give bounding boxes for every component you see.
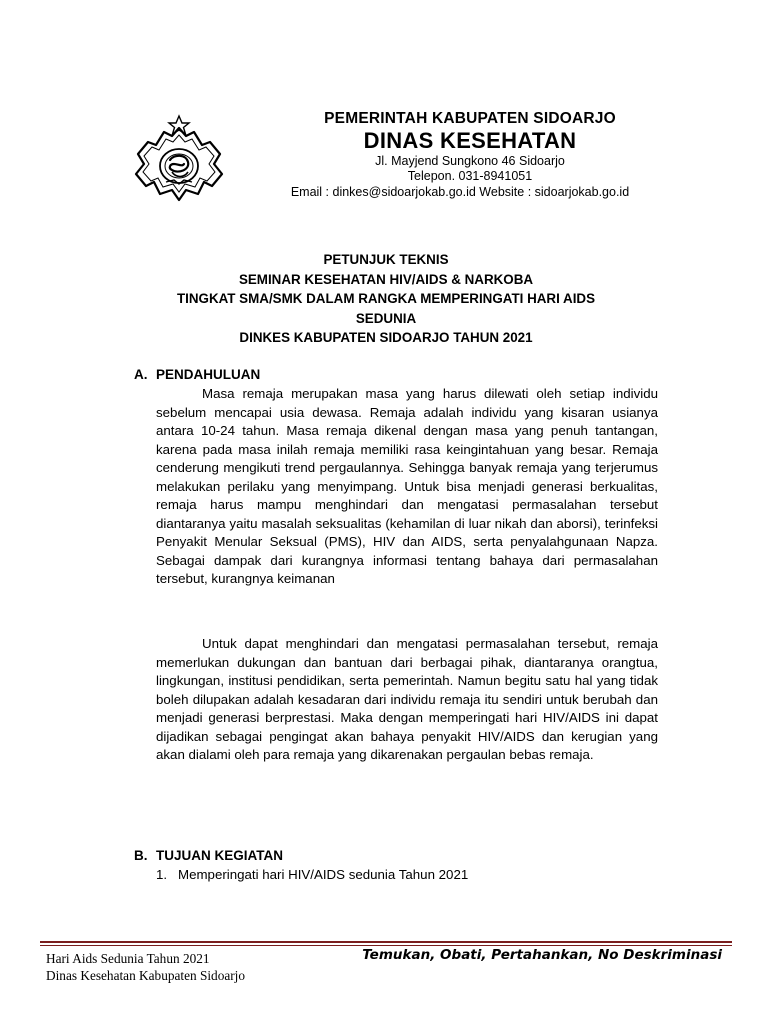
department-address: Jl. Mayjend Sungkono 46 Sidoarjo (375, 154, 565, 168)
list-number: 1. (156, 867, 168, 882)
section-title: TUJUAN KEGIATAN (156, 848, 283, 863)
list-item (156, 867, 468, 882)
section-letter: B. (134, 848, 148, 863)
department-contact: Email : dinkes@sidoarjokab.go.id Website : sidoarjokab.go.id (290, 185, 630, 199)
department-name: DINAS KESEHATAN (363, 128, 577, 153)
document-title (120, 250, 652, 348)
footer-tagline: Temukan, Obati, Pertahankan, No Deskriminasi (362, 947, 722, 963)
list-text: Memperingati hari HIV/AIDS sedunia Tahun 2021 (178, 867, 469, 882)
section-letter: A. (134, 367, 148, 382)
intro-paragraph-2: Untuk dapat menghindari dan mengatasi permasalahan tersebut, remaja memerlukan dukungan dan bantuan dari berbagai pihak, diantaranya orangtua, lingkungan, institusi pendidikan, serta pemerintah. Namun begitu satu hal yang tidak boleh dilupakan adalah kesadaran dari individu remaja itu sendiri untuk berubah dan menjadi generasi berprestasi. Maka dengan memperingati hari HIV/AIDS ini dapat dijadikan sebagai pengingat akan bahaya penyakit HIV/AIDS dan kerugian yang akan dialami oleh para remaja yang dikarenakan pergaulan bebas remaja. (156, 636, 658, 762)
title-line: TINGKAT SMA/SMK DALAM RANGKA MEMPERINGATI HARI AIDS (176, 291, 596, 307)
government-name: PEMERINTAH KABUPATEN SIDOARJO (324, 110, 616, 127)
footer-rule-thick (40, 941, 732, 943)
title-line: SEMINAR KESEHATAN HIV/AIDS & NARKOBA (238, 271, 534, 287)
section-title: PENDAHULUAN (156, 367, 261, 382)
footer-line-2: Dinas Kesehatan Kabupaten Sidoarjo (46, 968, 246, 983)
intro-paragraph-1: Masa remaja merupakan masa yang harus dilewati oleh setiap individu sebelum mencapai usia dewasa. Remaja adalah individu yang kisaran usianya antara 10-24 tahun. Masa remaja dikenal dengan masa yang penuh tantangan, karena pada masa inilah remaja memiliki rasa keingintahuan yang besar. Remaja cenderung mengikuti trend pergaulannya. Sehingga banyak remaja yang terjerumus melakukan perilaku yang menyimpang. Untuk bisa menjadi generasi berkualitas, remaja harus mampu menghindari dan mengatasi permasalahan tersebut diantaranya yaitu masalah seksualitas (kehamilan di luar nikah dan aborsi), terinfeksi Penyakit Menular Seksual (PMS), HIV dan AIDS, serta penyalahgunaan Napza. Sebagai dampak dari kurangnya informasi tentang bahaya dari permasalahan tersebut, kurangnya keimanan (156, 386, 658, 586)
section-b-heading (134, 848, 283, 863)
objectives-list (156, 867, 468, 882)
title-line: DINKES KABUPATEN SIDOARJO TAHUN 2021 (239, 330, 533, 346)
department-phone: Telepon. 031-8941051 (407, 169, 533, 183)
title-line: PETUNJUK TEKNIS (323, 252, 449, 267)
title-line: SEDUNIA (355, 310, 417, 326)
footer-rule-thin (40, 945, 732, 946)
section-a-heading (134, 367, 260, 382)
footer-line-1: Hari Aids Sedunia Tahun 2021 (46, 951, 210, 966)
